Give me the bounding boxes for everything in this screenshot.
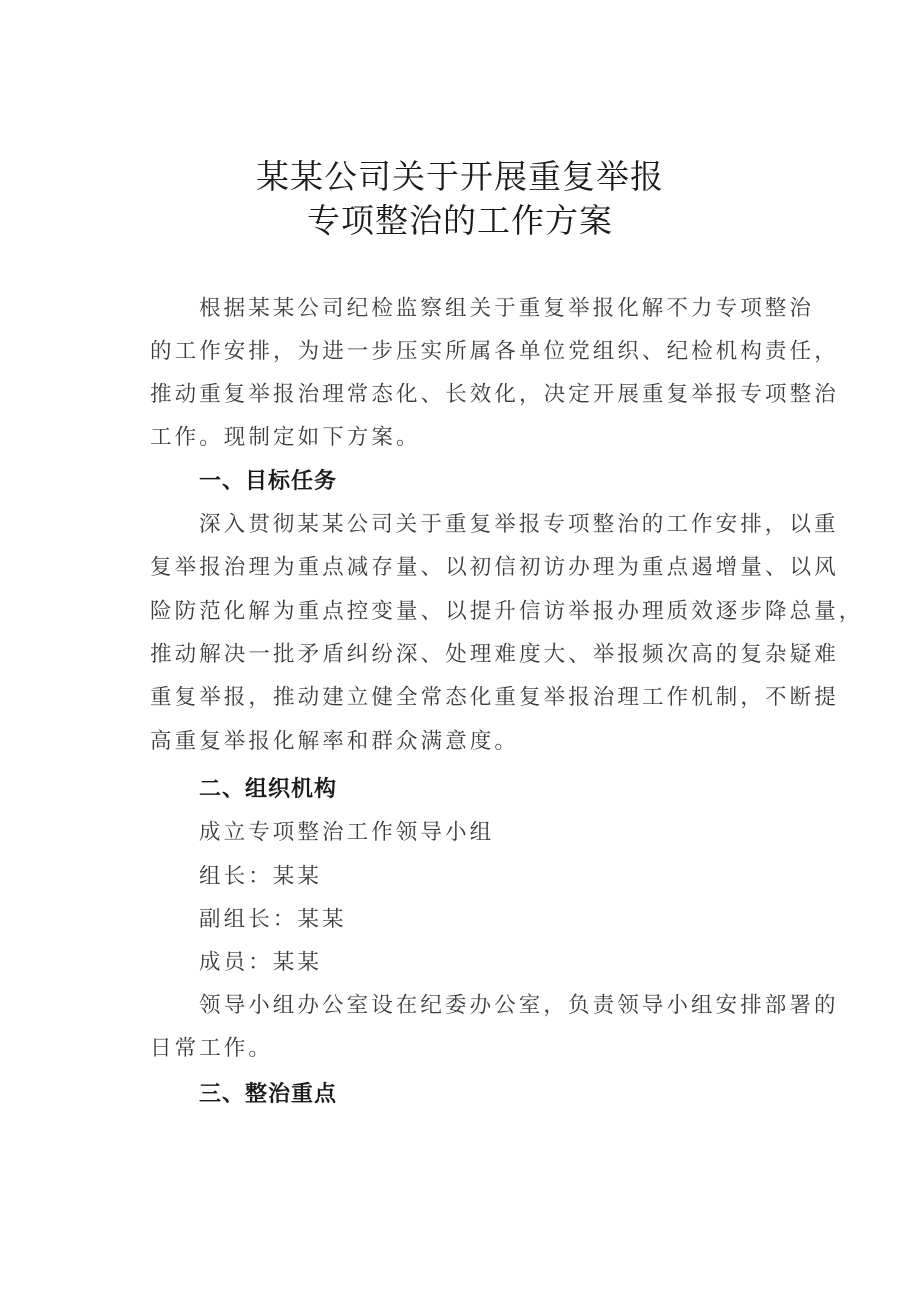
office-line-1: 领导小组办公室设在纪委办公室，负责领导小组安排部署的 [199, 993, 839, 1018]
intro-line-1: 根据某某公司纪检监察组关于重复举报化解不力专项整治 [199, 296, 815, 321]
document-title-line-1: 某某公司关于开展重复举报 [256, 157, 664, 196]
group-deputy-leader: 副组长：某某 [199, 907, 347, 932]
goals-line-3: 险防范化解为重点控变量、以提升信访举报办理质效逐步降总量， [150, 599, 864, 624]
goals-line-4: 推动解决一批矛盾纠纷深、处理难度大、举报频次高的复杂疑难 [150, 642, 839, 667]
goals-line-2: 复举报治理为重点减存量、以初信初访办理为重点遏增量、以风 [150, 555, 839, 580]
group-leader: 组长：某某 [199, 864, 323, 889]
goals-line-6: 高重复举报化解率和群众满意度。 [150, 729, 520, 754]
goals-line-1: 深入贯彻某某公司关于重复举报专项整治的工作安排，以重 [199, 512, 839, 537]
intro-line-3: 推动重复举报治理常态化、长效化，决定开展重复举报专项整治 [150, 382, 839, 407]
office-line-2: 日常工作。 [150, 1036, 274, 1061]
group-members: 成员：某某 [199, 950, 323, 975]
section-heading-organization: 二、组织机构 [199, 777, 338, 802]
intro-line-2: 的工作安排，为进一步压实所属各单位党组织、纪检机构责任， [150, 339, 839, 364]
goals-line-5: 重复举报，推动建立健全常态化重复举报治理工作机制，不断提 [150, 685, 839, 710]
section-heading-goals: 一、目标任务 [199, 469, 338, 494]
section-heading-focus: 三、整治重点 [199, 1082, 338, 1107]
group-intro: 成立专项整治工作领导小组 [199, 820, 495, 845]
document-title-line-2: 专项整治的工作方案 [307, 201, 613, 240]
intro-line-4: 工作。现制定如下方案。 [150, 425, 421, 450]
